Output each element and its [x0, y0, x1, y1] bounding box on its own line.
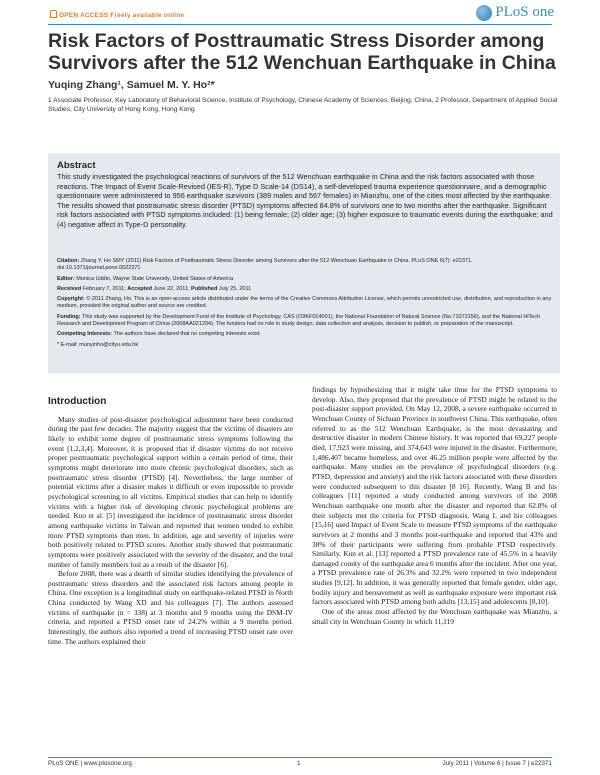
- paragraph: One of the areas most affected by the Wenchuan earthquake was Mianzhu, a small city in Wenchuan County in which 11,119: [312, 607, 557, 626]
- copyright: Copyright: © 2011 Zhang, Ho. This is an open-access article distributed under the terms of the Creative Commons Attribution License, which permits unrestricted use, distribution, and reproduction in any medium, provided the original author and source are credited.: [57, 296, 552, 310]
- plos-globe-icon: [476, 5, 492, 21]
- article-title: Risk Factors of Posttraumatic Stress Disorder among Survivors after the 512 Wenchuan Earthquake in China: [48, 30, 556, 74]
- footer-rule: [48, 757, 552, 758]
- introduction-heading: Introduction: [48, 396, 107, 407]
- authors: Yuqing Zhang¹, Samuel M. Y. Ho²*: [48, 79, 215, 91]
- email: * E-mail: munyinho@cityu.edu.hk: [57, 341, 139, 348]
- open-access-label: OPEN ACCESS Freely available online: [48, 10, 184, 19]
- affiliations: 1 Associate Professor, Key Laboratory of Behavioral Science, Institute of Psychology, Chinese Academy of Sciences, Beijing, China, 2 Professor, Department of Applied Social Studies, City University of Hong Kong, Hong Kong: [48, 97, 558, 113]
- citation: Citation: Zhang Y, Ho SMY (2011) Risk Factors of Posttraumatic Stress Disorder among Survivors after the 512 Wenchuan Earthquake in China. PLoS ONE 6(7): e22371. doi:10.1371/journal.pone.0022371: [57, 258, 473, 272]
- competing-interests: Competing Interests: The authors have declared that no competing interests exist.: [57, 331, 261, 338]
- abstract-heading: Abstract: [57, 160, 96, 171]
- paragraph: findings by hypothesizing that it might take time for the PTSD symptoms to develop. Also, they proposed that the prevalence of PTSD might be related to the post-disaster support provided. On May 12, 2008, a severe earthquake occurred in Wenchuan County of Sichuan Province in southwest China. This earthquake, often referred to as the 512 Wenchuan Earthquake, is the most devastating and destructive disaster in modern Chinese history. It was reported that 69,227 people died, 17,923 were missing, and 374,643 were injured in the disaster. Furthermore, 1,486,407 became homeless, and over 46.25 million people were affected by the earthquake. Many studies on the prevalence of psychological disorders (e.g. PTSD, depression and anxiety) and the risk factors associated with these disorders were conducted subsequent to this disaster [8 16]. Recently, Wang B and his colleagues [11] reported a study conducted among survivors of the 2008 Wenchuan earthquake one month after the disaster and reported that 62.8% of their subjects met the criteria for PTSD diagnosis. Wang L and his colleagues [15,16] used Impact of Event Scale to measure PTSD symptoms of the earthquake survivors at 2 months and 3 months post-earthquake and reported that 43% and 38% of their participants were suffering from probable PTSD respectively. Similarly, Kun et al. [13] reported a PTSD prevalence rate of 45.5% in a heavily damaged county of the earthquake area 6 months after the incident. After one year, a PTSD prevalence rate of 26.3% and 32.2% were reported in two independent studies [9,12]. In addition, it was generally reported that female gender, older age, bodily injury and bereavement as well as earthquake exposure were important risk factors associated with PTSD among both adults [13,15] and adolescents [8,10].: [312, 385, 557, 607]
- footer-journal: PLoS ONE | www.plosone.org: [48, 760, 132, 767]
- abstract-text: This study investigated the psychological reactions of survivors of the 512 Wenchuan earthquake in China and the risk factors associated with those reactions. The Impact of Event Scale-Revised (IES-R), Type D Scale-14 (DS14), a self-developed trauma experience questionnaire, and a demographic questionnaire were administered to 956 earthquake survivors (389 males and 567 females) in Mianzhu, one of the cities most affected by the earthquake. The results showed that postraumatic stress disorder (PTSD) symptoms affected 84.8% of survivors one to two months after the earthquake. Significant risk factors associated with PTSD symptoms included: (1) being female; (2) older age; (3) higher exposure to traumatic events during the earthquake; and (4) negative affect in Type-D personality.: [57, 172, 553, 229]
- open-lock-icon: [50, 10, 57, 18]
- body-column-right: [312, 385, 557, 626]
- editor: Editor: Monica Uddin, Wayne State University, United States of America: [57, 275, 234, 282]
- dates: Received February 7, 2011; Accepted June 22, 2011; Published July 25, 2011: [57, 285, 252, 292]
- paragraph: Many studies of post-disaster psychological adjustment have been conducted during the past few decades. The majority suggest that the victims of disasters are likely to exhibit some degree of posttraumatic stress symptoms following the event [1,2,3,4]. Moreover, it is proposed that if disaster victims do not receive proper posttraumatic psychological support within a certain period of time, their symptoms might deteriorate into more chronic psychological disorders, such as posttraumatic stress disorder (PTSD) [4]. Nevertheless, the large number of potential victims after a disaster makes it difficult or even impossible to provide psychological screening to all victims. Empirical studies that can help to identify victims with a higher risk of developing chronic psychological problems are needed. Kuo et al. [5] investigated the incidence of posttraumatic stress disorder among earthquake victims in Taiwan and reported that women tended to exhibit more PTSD symptoms than men. In addition, age and severity of injuries were both positively related to PTSD scores. Another study showed that posttraumatic symptoms were positively associated with the severity of the disaster, and the total number of family members lost as a result of the disaster [6].: [48, 414, 293, 569]
- footer-issue: July 2011 | Volume 6 | Issue 7 | e22371: [442, 760, 552, 767]
- logo-text: PLoS one: [495, 4, 554, 20]
- funding: Funding: This study was supported by the Development Fund of the Institute of Psychology, CAS (O9KF014001), the National Foundation of Natural Science (No.71073156), and the National HiTech Research and Development Program of China (2008AA021204). The funders had no role in study design, data collection and analysis, decision to publish, or preparation of the manuscript.: [57, 313, 541, 328]
- journal-logo: [476, 4, 554, 21]
- header-rule: [48, 24, 552, 25]
- body-column-left: [48, 385, 293, 646]
- article-metadata: [57, 258, 553, 352]
- footer-page-number: 1: [297, 760, 301, 767]
- paragraph: Before 2008, there was a dearth of similar studies identifying the prevalence of posttraumatic stress disorders and the associated risk factors among people in China. One exception is a longitudinal study on earthquake-related PTSD in North China conducted by Wang XD and his colleagues [7]. The authors assessed victims of earthquake (n = 338) at 3 months and 9 months using the DSM-IV criteria, and reported a PTSD onset rate of 24.2% within a 9 months period. Interestingly, the authors also reported a trend of increasing PTSD onset rate over time. The authors explained their: [48, 569, 293, 646]
